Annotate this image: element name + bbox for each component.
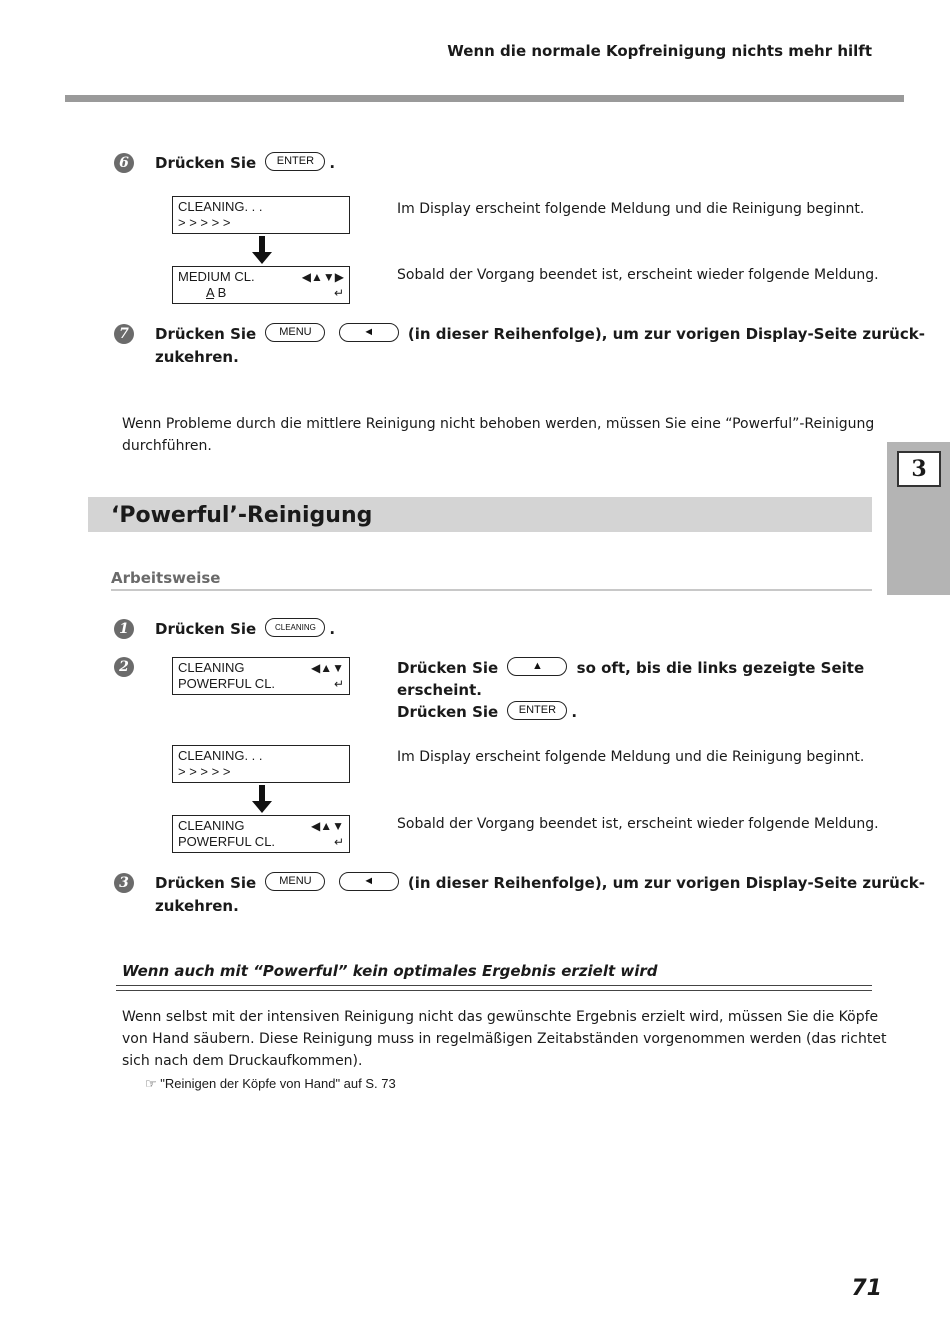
page-number: 71 [851,1276,882,1301]
step-6-instruction [155,152,335,174]
step-3-continuation: zukehren. [155,897,239,915]
flow-arrow-shaft [259,236,265,252]
note-paragraph [122,1006,886,1072]
cross-reference[interactable] [145,1076,396,1092]
down-arrow-icon [252,252,272,264]
step-7-badge: 7 [114,324,134,344]
enter-return-icon: ↵ [333,677,344,691]
enter-key-icon: ENTER [265,152,325,171]
step-3-instruction [155,872,925,894]
step-1-badge: 1 [114,619,134,639]
note-line-1: Wenn selbst mit der intensiven Reinigung nicht das gewünschte Ergebnis erzielt wird, müssen Sie die Köpfe [122,1009,879,1025]
display-line-1: CLEANING [178,818,245,833]
step-2-rest: so oft, bis die links gezeigte Seite [576,659,865,677]
selected-head-a: A [206,285,214,300]
display-line-2: POWERFUL CL. [178,676,276,691]
step-2-end: . [571,703,578,721]
display-1-description: Im Display erscheint folgende Meldung und die Reinigung beginnt. [397,201,865,217]
display-line-2: > > > > > [178,215,231,230]
display-cleaning-progress [172,745,350,783]
left-key-icon: ◄ [339,323,399,342]
subsection-rule [111,589,872,591]
intro-paragraph [122,413,874,457]
step-2-line-3: Drücken Sie [397,703,499,721]
navigation-arrows-icon: ◀▲▼▶ [301,270,344,284]
note-title: Wenn auch mit “Powerful” kein optimales Ergebnis erzielt wird [122,962,658,980]
display-line-1: CLEANING [178,660,245,675]
step-6-end: . [329,154,336,172]
display-powerful-cl [172,657,350,695]
display-4-description: Im Display erscheint folgende Meldung und die Reinigung beginnt. [397,749,865,765]
header-rule [65,95,904,102]
step-7-rest: (in dieser Reihenfolge), um zur vorigen Display-Seite zurück- [407,325,925,343]
display-line-2: > > > > > [178,764,231,779]
up-key-icon: ▲ [507,657,567,676]
display-2-description: Sobald der Vorgang beendet ist, erscheint wieder folgende Meldung. [397,267,879,283]
menu-key-icon: MENU [265,872,325,891]
step-3-rest: (in dieser Reihenfolge), um zur vorigen Display-Seite zurück- [407,874,925,892]
step-3-text: Drücken Sie [155,874,257,892]
section-title: ‘Powerful’-Reinigung [111,503,373,528]
step-7-text: Drücken Sie [155,325,257,343]
display-5-description: Sobald der Vorgang beendet ist, erscheint wieder folgende Meldung. [397,816,879,832]
chapter-number: 3 [897,451,941,487]
display-cleaning-progress [172,196,350,234]
display-line-1: CLEANING. . . [178,748,263,763]
display-powerful-cl [172,815,350,853]
chapter-tab [887,442,950,595]
step-6-badge: 6 [114,153,134,173]
cleaning-key-icon: CLEANING [265,618,325,637]
navigation-arrows-icon: ◀▲▼ [311,661,344,675]
display-line-1: MEDIUM CL. [178,269,255,284]
left-key-icon: ◄ [339,872,399,891]
note-line-2: von Hand säubern. Diese Reinigung muss in regelmäßigen Zeitabständen vorgenommen werden (das richtet [122,1031,887,1047]
display-line-2: POWERFUL CL. [178,834,276,849]
display-medium-cl [172,266,350,304]
note-rule [116,985,872,991]
flow-arrow-shaft [259,785,265,801]
menu-key-icon: MENU [265,323,325,342]
pointing-hand-icon: ☞ [145,1076,157,1091]
step-2-line-2: erscheint. [397,681,482,699]
intro-line-2: durchführen. [122,438,212,454]
note-line-3: sich nach dem Druckaufkommen). [122,1053,363,1069]
display-line-1: CLEANING. . . [178,199,263,214]
step-2-text: Drücken Sie [397,659,499,677]
step-1-end: . [329,620,336,638]
enter-key-icon: ENTER [507,701,567,720]
subsection-title: Arbeitsweise [111,569,221,587]
step-1-text: Drücken Sie [155,620,257,638]
cross-reference-link[interactable]: "Reinigen der Köpfe von Hand" auf S. 73 [160,1076,396,1091]
enter-return-icon: ↵ [333,286,344,300]
intro-line-1: Wenn Probleme durch die mittlere Reinigung nicht behoben werden, müssen Sie eine “Powerful”-Reinigung [122,416,875,432]
step-2-badge: 2 [114,657,134,677]
page-header-title: Wenn die normale Kopfreinigung nichts mehr hilft [447,42,872,60]
navigation-arrows-icon: ◀▲▼ [311,819,344,833]
display-line-2 [178,285,349,301]
step-1-instruction [155,618,335,640]
down-arrow-icon [252,801,272,813]
enter-return-icon: ↵ [333,835,344,849]
step-2-instruction [397,657,864,723]
step-7-continuation: zukehren. [155,348,239,366]
step-7-instruction [155,323,925,345]
head-b: B [213,285,227,300]
step-6-text: Drücken Sie [155,154,257,172]
step-3-badge: 3 [114,873,134,893]
